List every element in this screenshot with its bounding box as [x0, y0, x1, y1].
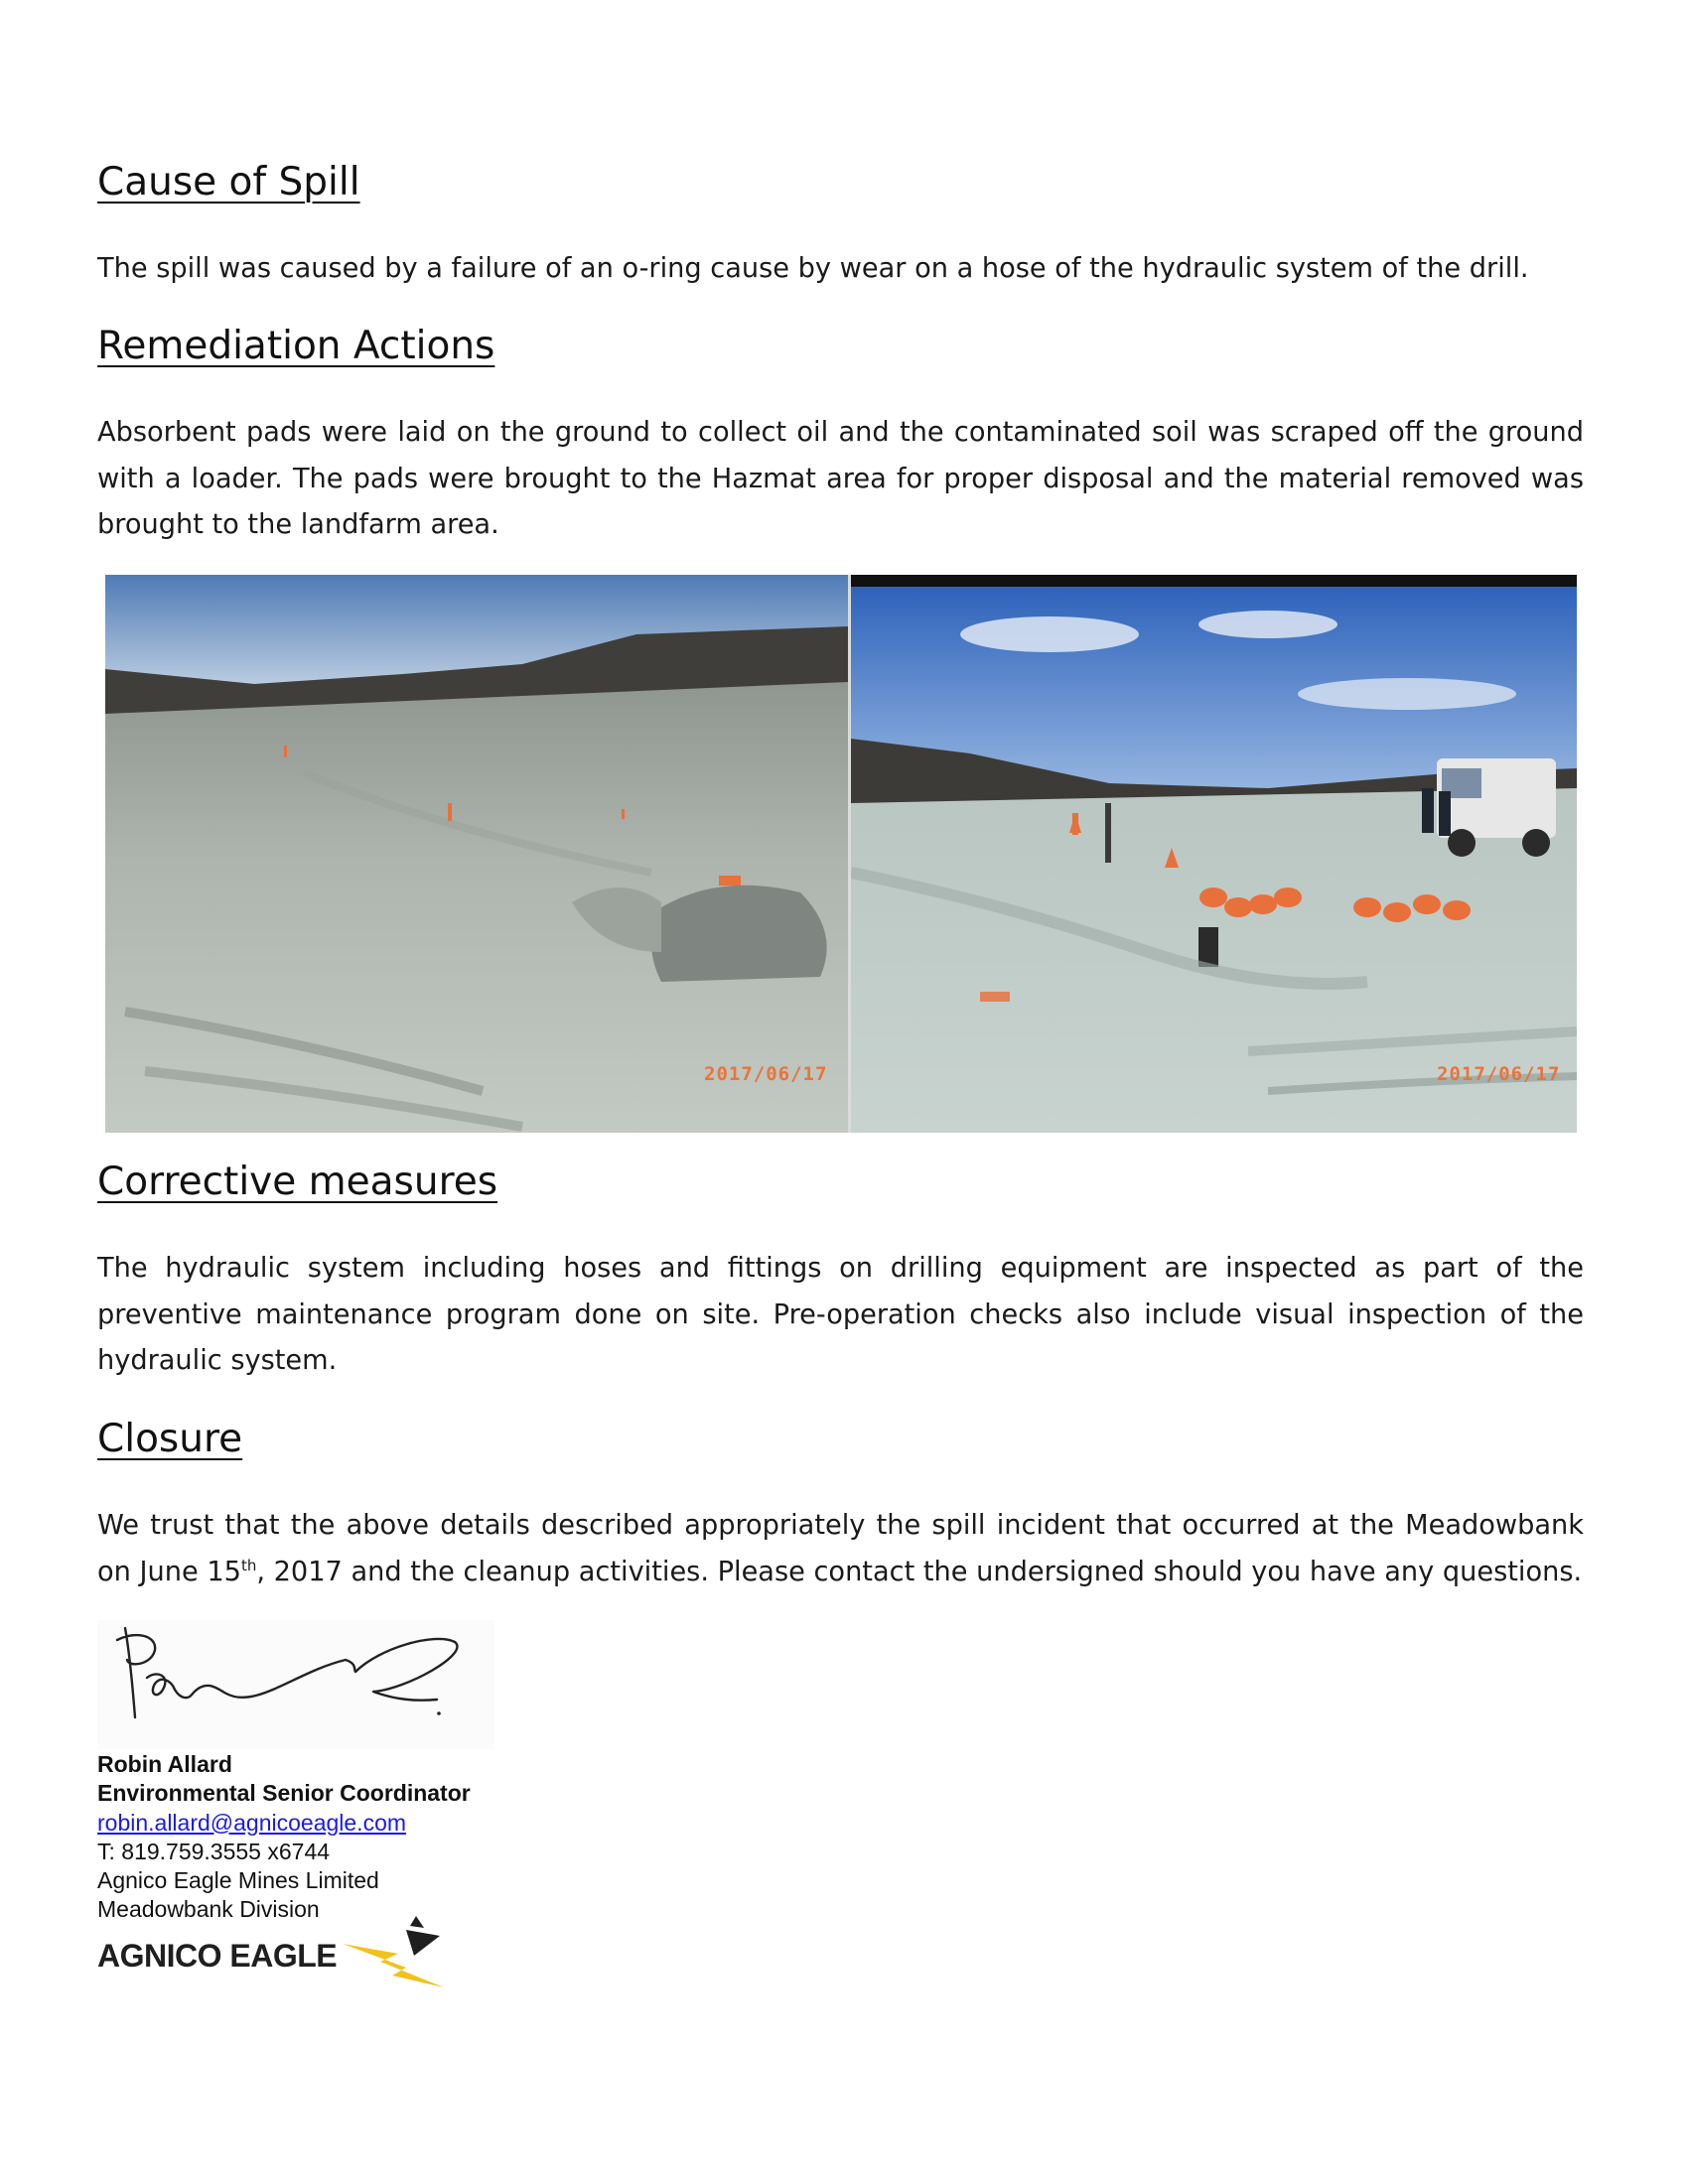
closure-text: We trust that the above details described appropriately the spill incident that occurred at the Meadowbank on June 15th, 2017 and the cleanup activities. Please contact the undersigned should you have any questions.	[97, 1510, 1584, 1587]
signer-name: Robin Allard	[97, 1751, 232, 1777]
site-photo-right	[851, 575, 1577, 1133]
site-photos	[105, 575, 1577, 1133]
signer-title: Environmental Senior Coordinator	[97, 1780, 471, 1807]
signer-email-link[interactable]: robin.allard@agnicoeagle.com	[97, 1809, 407, 1836]
closure-heading: Closure	[97, 1417, 243, 1461]
corrective-heading: Corrective measures	[97, 1160, 498, 1204]
signer-phone: T: 819.759.3555 x6744	[97, 1838, 331, 1864]
signer-company: Agnico Eagle Mines Limited	[97, 1867, 379, 1894]
closure-superscript: th	[240, 1556, 257, 1574]
photo-date-stamp-right: 2017/06/17	[1437, 1063, 1561, 1085]
signer-division: Meadowbank Division	[97, 1896, 320, 1923]
eagle-icon	[341, 1916, 450, 1995]
signature-block	[97, 1750, 471, 1925]
remediation-heading: Remediation Actions	[97, 324, 495, 368]
corrective-text: The hydraulic system including hoses and fittings on drilling equipment are inspected as part of the preventive maintenance program done on site. Pre-operation checks also include visual inspection of the hydraulic system.	[97, 1253, 1584, 1376]
cause-heading: Cause of Spill	[97, 160, 360, 205]
site-photo-left	[105, 575, 848, 1133]
remediation-text: Absorbent pads were laid on the ground to collect oil and the contaminated soil was scraped off the ground with a loader. The pads were brought to the Hazmat area for proper disposal and the material removed was brought to the landfarm area.	[97, 417, 1584, 540]
photo-date-stamp-left: 2017/06/17	[704, 1063, 828, 1085]
logo-wordmark: AGNICO EAGLE	[97, 1938, 338, 1974]
cause-text: The spill was caused by a failure of an o-ring cause by wear on a hose of the hydraulic system of the drill.	[97, 253, 1529, 284]
agnico-eagle-logo	[97, 1916, 455, 1995]
handwritten-signature	[97, 1620, 494, 1749]
